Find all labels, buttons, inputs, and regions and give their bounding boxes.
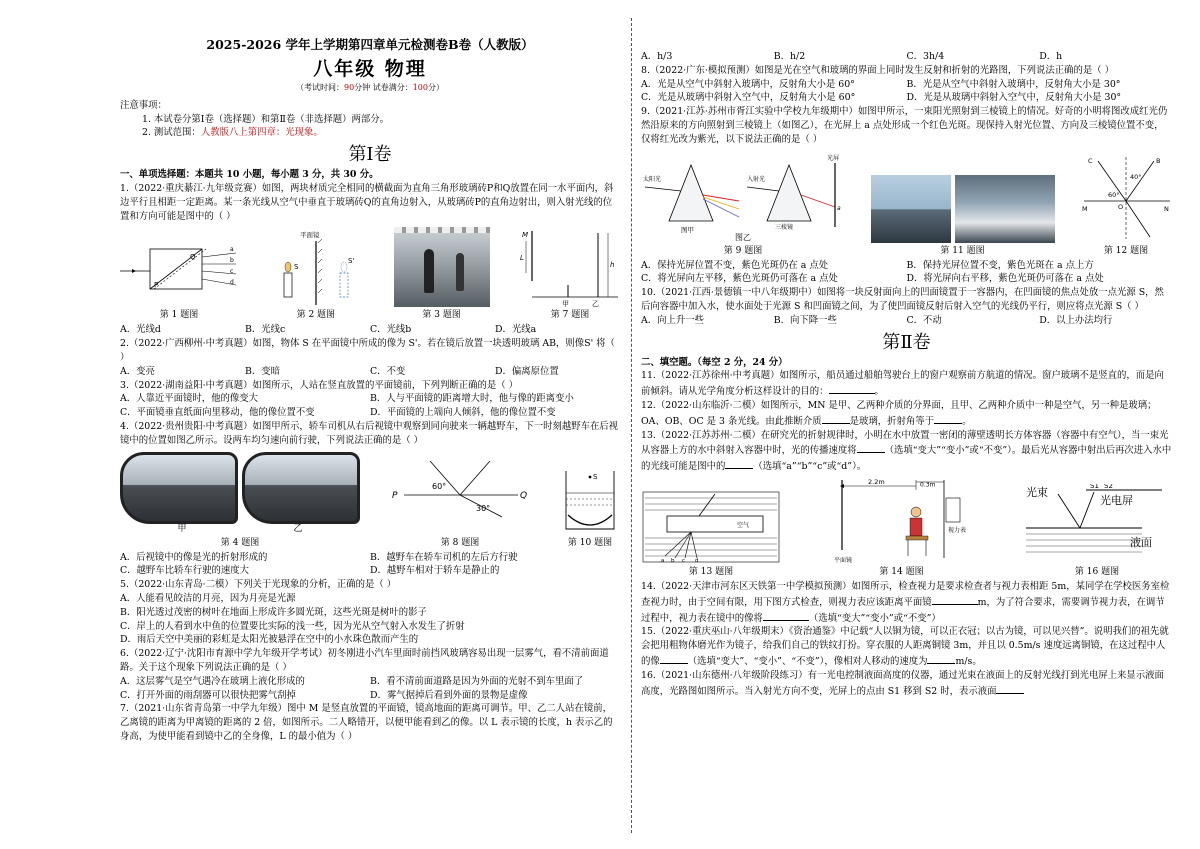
q9-option-a[interactable]: A．保持光屏位置不变，紫色光斑仍在 a 点处 <box>641 259 829 271</box>
mirror-photo-yi <box>242 452 360 524</box>
question-16: 16.（2021·山东德州·八年级阶段练习）有一光电控制液面高度的仪器，通过光束在液面上的反射光线打到光电屏上来显示液面高度，光路图如图所示。当入射光方向不变，光屏上的点由 S1 移到 S2 时，表示液面 <box>641 669 1164 697</box>
figure-q16 <box>1022 484 1172 578</box>
q6-option-a[interactable]: A．这层雾气是空气遇冷在玻璃上液化形成的 <box>120 675 305 687</box>
svg-text:c: c <box>230 268 234 276</box>
label-fig-yi: 图乙 <box>735 232 751 242</box>
q3-option-d[interactable]: D．平面镜的上端向人倾斜，他的像位置不变 <box>370 407 556 419</box>
question-15: 15.（2022·重庆巫山·八年级期末）《资治通鉴》中记载“人以铜为镜，可以正衣冠；以古为镜，可以见兴替”。说明我们的祖先就会把用粗物体磨光作为镜子，给我们自己的铁纹打扮。穿衣服的人距离铜镜 3m，并且以 0.5m/s 速度远离铜镜，在这过程中人的像 （选填“变大”、“变小”、“不变”），像相对人移动的速度为 m/s。 <box>641 626 1169 667</box>
column-divider <box>631 18 632 833</box>
svg-text:P: P <box>154 281 159 290</box>
caption-fig4: 第 4 题图 <box>220 537 260 548</box>
svg-text:C: C <box>1088 156 1093 165</box>
svg-text:c: c <box>682 557 686 564</box>
svg-text:40°: 40° <box>1130 172 1142 181</box>
svg-text:b: b <box>671 557 675 564</box>
question-10: 10.（2021·江西·景德镇一中八年级期中）如图将一块反射面向上的凹面镜置于一容器内，在凹面镜的焦点处放一点光源 S，然后向容器中加入水，使水面处于光源 S 和凹面镜之间，为了使凹面镜反射后射入空气的光线仍平行，则应将点光源 S（ ） <box>641 287 1164 312</box>
caption-fig9: 第 9 题图 <box>723 245 763 256</box>
figure-q3 <box>394 227 490 321</box>
svg-text:入射光: 入射光 <box>747 175 766 183</box>
q5-option-c[interactable]: C．岸上的人看到水中鱼的位置要比实际的浅一些，因为光从空气射入水发生了折射 <box>120 620 465 632</box>
question-8: 8.（2022·广东·模拟预测）如图是光在空气和玻璃的界面上同时发生反射和折射的光路图，下列说法正确的是（ ） <box>641 64 1114 76</box>
question-7: 7.（2021·山东省青岛第一中学九年级）图中 M 是竖直放置的平面镜，镜高地面的距离可调节。甲、乙二人站在镜前，乙离镜的距离为甲离镜的距离的 2 倍，如图所示。二人略错开，以便甲能看到乙的像。以 L 表示镜的长度，h 表示乙的身高，为使甲能看到镜中乙的全身像，L 的最小值为（ ） <box>120 703 613 742</box>
q11-answer-blank[interactable] <box>829 383 875 394</box>
q10-option-b[interactable]: B．向下降一些 <box>773 314 837 326</box>
svg-text:h: h <box>609 261 615 270</box>
svg-text:b: b <box>230 257 234 265</box>
q10-option-c[interactable]: C．不动 <box>906 314 942 326</box>
q15-answer-blank-2[interactable] <box>927 653 955 664</box>
q9-options-ab <box>641 259 1172 273</box>
figure-q7 <box>520 227 620 321</box>
svg-text:d: d <box>695 557 699 564</box>
q8-option-a[interactable]: A．光是从空气中斜射入玻璃中，反射角大小是 60° <box>641 78 855 90</box>
caption-fig7: 第 7 题图 <box>550 310 590 321</box>
figure-row-3 <box>641 151 1172 257</box>
mirror-height-diagram <box>520 227 620 307</box>
q3-options-ab <box>120 392 620 406</box>
exam-subtitle: 八年级 物理 <box>313 57 427 80</box>
caption-fig2: 第 2 题图 <box>296 310 336 321</box>
liquid-level-sensor-diagram <box>1022 484 1172 564</box>
q7-option-c[interactable]: C．3h/4 <box>906 51 945 62</box>
figure-q10 <box>560 465 620 549</box>
q5-option-b[interactable]: B．阳光透过茂密的树叶在地面上形成许多圆光斑，这些光斑是树叶的影子 <box>120 606 427 618</box>
q9-options-cd <box>641 272 1172 286</box>
svg-text:a: a <box>661 557 665 564</box>
figure-q11 <box>871 175 1055 257</box>
question-12: 12.（2022·山东临沂·二模）如图所示，MN 是甲、乙两种介质的分界面，且甲、乙两种介质中一种是空气，另一种是玻璃；OA、OB、OC 是 3 条光线。由此推断介质 是玻璃，折射角等于 。 <box>641 399 1157 427</box>
q10-option-d[interactable]: D．以上办法均行 <box>1039 314 1113 326</box>
q6-option-b[interactable]: B．看不清前面道路是因为外面的光射不到车里面了 <box>370 675 584 687</box>
q14-answer-blank-1[interactable] <box>932 594 978 605</box>
ship-bridge-window-photo <box>871 175 951 243</box>
svg-text:S: S <box>593 472 598 481</box>
dance-studio-photo <box>394 227 490 307</box>
figure-q8 <box>390 457 530 549</box>
svg-text:O: O <box>1118 202 1124 211</box>
caption-fig8: 第 8 题图 <box>440 537 480 548</box>
figure-q9 <box>641 151 845 257</box>
q3-option-b[interactable]: B．人与平面镜的距离增大时，他与像的距离变小 <box>370 393 574 405</box>
note-2: 2. 测试范围：人教版八上第四章：光现象。 <box>142 127 323 139</box>
svg-text:空气: 空气 <box>737 521 750 529</box>
q8-options-ab <box>641 78 1172 92</box>
note-1: 1. 本试卷分第Ⅰ卷（选择题）和第Ⅱ卷（非选择题）两部分。 <box>142 113 390 125</box>
svg-text:甲: 甲 <box>561 300 569 308</box>
question-13: 13.（2022·江苏苏州·二模）在研究光的折射规律时，小明在水中放置一密闭的薄壁透明长方体容器（容器中有空气），当一束光从容器上方的水中斜射入容器中时，光的传播速度将 （选填“变大”“变小”或“不变”）。最后光从容器中射出后再次进入水中的光线可能是图中的 （选填“a”“b”“c”或“d”）。 <box>641 429 1172 473</box>
q2-option-c[interactable]: C．不变 <box>370 365 406 377</box>
svg-text:60°: 60° <box>432 481 447 491</box>
prism-sunlight-diagram <box>641 151 741 233</box>
mirror-photo-jia <box>120 452 238 524</box>
concave-mirror-container <box>560 465 620 535</box>
q4-option-a[interactable]: A．后视镜中的像是光的折射形成的 <box>120 551 268 563</box>
caption-fig13: 第 13 题图 <box>688 566 734 577</box>
q10-options <box>641 314 1172 328</box>
question-5: 5.（2022·山东青岛·二模）下列关于光现象的分析，正确的是（ ） <box>120 579 397 591</box>
reflection-refraction-diagram <box>390 457 530 535</box>
rearview-mirror-photos <box>120 452 360 524</box>
q7-option-b[interactable]: B．h/2 <box>773 51 806 62</box>
container-in-water-diagram <box>641 490 781 564</box>
notes-heading: 注意事项： <box>120 99 167 111</box>
figure-q2 <box>268 229 363 321</box>
mirror-diagram <box>268 229 363 307</box>
svg-text:液面: 液面 <box>1130 535 1152 549</box>
section-2-heading: 二、填空题。（每空 2 分，24 分） <box>641 356 788 368</box>
figure-q1 <box>120 237 238 321</box>
caption-fig11: 第 11 题图 <box>940 245 985 256</box>
q8-option-d[interactable]: D．光是从玻璃中斜射入空气中，反射角大小是 30° <box>906 92 1122 104</box>
section-1-heading: 一、单项选择题：本题共 10 小题，每小题 3 分，共 30 分。 <box>120 169 379 181</box>
volume-2-heading: 第Ⅱ卷 <box>882 331 931 353</box>
q12-answer-blank-1[interactable] <box>822 413 850 424</box>
caption-fig12: 第 12 题图 <box>1103 245 1149 256</box>
q5-option-a[interactable]: A．人能看见皎洁的月亮，因为月亮是光源 <box>120 592 296 604</box>
svg-text:三棱镜: 三棱镜 <box>775 223 794 231</box>
svg-text:光电屏: 光电屏 <box>1100 493 1133 507</box>
svg-text:2.2m: 2.2m <box>867 477 885 486</box>
bridge-photos <box>871 175 1055 243</box>
prism-diagram <box>120 237 238 307</box>
q12-answer-blank-2[interactable] <box>934 413 962 424</box>
exam-title: 2025-2026 学年上学期第四章单元检测卷B卷（人教版） <box>206 37 534 52</box>
q8-option-b[interactable]: B．光是从空气中斜射入玻璃中，反射角大小是 30° <box>906 78 1121 90</box>
caption-fig3: 第 3 题图 <box>422 310 461 321</box>
q4-option-d[interactable]: D．越野车相对于轿车是静止的 <box>370 565 500 577</box>
interface-ray-diagram <box>1080 153 1172 243</box>
q2-option-a[interactable]: A．变亮 <box>120 365 155 377</box>
q13-answer-blank-1[interactable] <box>857 442 885 453</box>
q9-option-b[interactable]: B．保持光屏位置不变，紫色光斑在 a 点上方 <box>906 259 1094 271</box>
label-jia: 甲 <box>177 523 187 534</box>
figure-q4 <box>120 452 360 549</box>
q1-option-b[interactable]: B．光线c <box>245 324 286 336</box>
svg-text:0.3m: 0.3m <box>919 481 935 489</box>
q4-options-ab <box>120 551 620 565</box>
prism-red-light-diagram <box>745 151 845 233</box>
volume-1-heading: 第Ⅰ卷 <box>348 144 392 166</box>
q4-option-b[interactable]: B．越野车在轿车司机的左后方行驶 <box>370 551 518 563</box>
q1-option-c[interactable]: C．光线b <box>370 324 412 336</box>
question-11: 11.（2022·江苏徐州·中考真题）如图所示，船员通过船舶驾驶台上的窗户观察前方航道的情况。窗户玻璃不是竖直的，而是向前倾斜。请从光学角度分析这样设计的目的： 。 <box>641 370 1164 398</box>
q4-options-cd <box>120 564 620 578</box>
svg-text:图甲: 图甲 <box>681 225 694 233</box>
question-3: 3.（2022·湖南益阳·中考真题）如图所示，人站在竖直放置的平面镜前，下列判断正确的是（ ） <box>120 379 518 391</box>
q8-options-cd <box>641 91 1172 105</box>
q9-option-c[interactable]: C．将光屏向左平移，紫色光斑仍可落在 a 点处 <box>641 273 838 285</box>
svg-text:30°: 30° <box>476 503 491 513</box>
figure-row-1 <box>120 227 620 321</box>
eye-chart-mirror-diagram <box>832 478 972 564</box>
label-yi: 乙 <box>293 523 303 534</box>
svg-text:光屏: 光屏 <box>827 154 840 162</box>
svg-text:M: M <box>521 231 529 240</box>
q3-options-cd <box>120 406 620 420</box>
figure-q12 <box>1080 153 1172 257</box>
q6-options-ab <box>120 675 620 689</box>
svg-text:太阳光: 太阳光 <box>643 175 662 183</box>
q13-answer-blank-2[interactable] <box>725 458 753 469</box>
svg-text:d: d <box>230 279 234 287</box>
svg-text:S: S <box>294 263 299 272</box>
q7-option-a[interactable]: A．h/3 <box>641 51 673 62</box>
svg-text:N: N <box>1164 204 1169 213</box>
q7-options <box>641 50 1172 64</box>
svg-text:平面镜: 平面镜 <box>300 231 320 240</box>
q8-option-c[interactable]: C．光是从玻璃中斜射入空气中，反射角大小是 60° <box>641 92 856 104</box>
question-14: 14.（2022·天津市河东区天铁第一中学模拟预测）如图所示，检查视力是要求检查者与视力表相距 5m，某同学在学校医务室检查视力时，由于空间有限，用下图方式检查，则视力表应该距离平面镜 m，为了符合要求，需要调节视力表，在调节过程中，视力表在镜中的像将 （选填“变大”“变小”或“不变”） <box>641 580 1170 624</box>
svg-text:P: P <box>392 490 398 501</box>
figure-row-2 <box>120 452 620 549</box>
svg-text:光束: 光束 <box>1026 485 1048 499</box>
svg-text:乙: 乙 <box>591 300 599 308</box>
exam-time: （考试时间：90分钟 试卷满分：100分） <box>295 82 444 92</box>
svg-text:平面镜: 平面镜 <box>833 556 852 564</box>
q2-options <box>120 365 620 379</box>
svg-text:B: B <box>1156 156 1161 165</box>
figure-q14 <box>832 478 972 578</box>
question-6: 6.（2022·辽宁·沈阳市育源中学九年级开学考试）初冬刚进小汽车里面时前挡风玻璃容易出现一层雾气，看不清前面道路。关于这个现象下列说法正确的是（ ） <box>120 648 609 673</box>
q15-answer-blank-1[interactable] <box>660 653 688 664</box>
svg-text:S2: S2 <box>1104 483 1113 490</box>
q10-option-a[interactable]: A．向上升一些 <box>641 314 705 326</box>
q3-option-c[interactable]: C．平面镜垂直纸面向里移动，他的像位置不变 <box>120 407 315 419</box>
svg-text:a: a <box>230 246 234 254</box>
q5-option-d[interactable]: D．雨后天空中美丽的彩虹是太阳光被悬浮在空中的小水珠色散而产生的 <box>120 634 419 646</box>
question-9: 9.（2021·江苏·苏州市胥江实验中学校九年级期中）如图甲所示，一束阳光照射到三棱镜上的情况。好奇的小明将图改成红光仍然沿原来的方向照射到三棱镜上（如图乙），在光屏上 a 点处形成一个红色光斑。现保持入射光位置、方向及三棱镜位置不变，仅将红光改为紫光，以下说法正确的是（ ） <box>641 106 1168 145</box>
svg-text:S': S' <box>348 257 355 266</box>
svg-text:M: M <box>1082 204 1088 213</box>
caption-fig14: 第 14 题图 <box>879 566 924 577</box>
question-4: 4.（2022·贵州贵阳·中考真题）如图甲所示，轿车司机从右后视镜中观察到同向驶来一辆越野车，下一时刻越野车在后视镜中的位置如图乙所示。设两车均匀速向前行驶，下列说法正确的是（ ） <box>120 420 619 446</box>
svg-text:a: a <box>837 204 841 212</box>
caption-fig1: 第 1 题图 <box>159 310 199 321</box>
q2-option-b[interactable]: B．变暗 <box>245 365 281 377</box>
ship-crew-photo <box>955 175 1055 243</box>
figure-row-4 <box>641 478 1172 578</box>
q1-options <box>120 323 620 337</box>
svg-text:Q: Q <box>190 253 196 262</box>
q9-option-d[interactable]: D．将光屏向右平移，紫色光斑仍可落在 a 点处 <box>906 273 1104 285</box>
q1-option-a[interactable]: A．光线d <box>120 324 161 336</box>
svg-text:视力表: 视力表 <box>947 526 966 534</box>
question-2: 2.（2022·广西柳州·中考真题）如图，物体 S 在平面镜中所成的像为 S'。若在镜后放置一块透明玻璃 AB，则像S' 将（ ） <box>120 338 615 363</box>
question-1: 1.（2022·重庆綦江·九年级竞赛）如图，两块材质完全相同的横截面为直角三角形玻璃砖P和Q放置在同一水平面内，斜边平行且相距一定距离。某一条光线从空气中垂直于玻璃砖Q的直角边射入，从玻璃砖P的直角边射出，则入射光线的位置和方向可能是图中的（ ） <box>120 182 614 222</box>
left-column <box>120 0 620 744</box>
caption-fig10: 第 10 题图 <box>567 537 613 548</box>
q14-answer-blank-2[interactable] <box>763 610 809 621</box>
q4-option-c[interactable]: C．越野车比轿车行驶的速度大 <box>120 565 250 577</box>
q2-option-d[interactable]: D．偏离原位置 <box>495 365 559 377</box>
q6-options-cd <box>120 689 620 703</box>
svg-text:S1: S1 <box>1090 483 1099 490</box>
right-column <box>641 28 1172 698</box>
figure-q13 <box>641 490 781 578</box>
q3-option-a[interactable]: A．人靠近平面镜时，他的像变大 <box>120 393 259 405</box>
q6-option-d[interactable]: D．雾气据掉后看到外面的景物是虚像 <box>370 689 528 701</box>
q16-answer-blank[interactable] <box>996 683 1024 694</box>
svg-text:60°: 60° <box>1108 190 1120 199</box>
caption-fig16: 第 16 题图 <box>1074 566 1120 577</box>
svg-text:L: L <box>519 254 524 263</box>
q7-option-d[interactable]: D．h <box>1039 51 1063 62</box>
q6-option-c[interactable]: C．打开外面的雨刮器可以很快把雾气刮掉 <box>120 689 296 701</box>
q1-option-d[interactable]: D．光线a <box>495 324 537 336</box>
svg-text:Q: Q <box>520 490 528 501</box>
